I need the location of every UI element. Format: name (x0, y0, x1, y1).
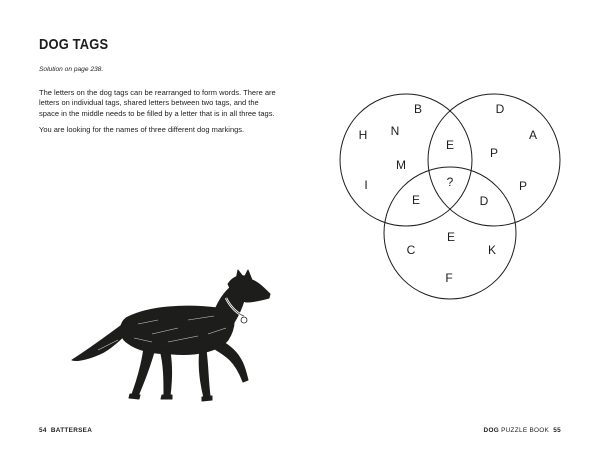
venn-letter-left-bottom: E (411, 193, 421, 208)
page-number-left: 54 (39, 427, 47, 434)
venn-letter-right-bottom: D (479, 194, 489, 209)
venn-letter-left-right: E (445, 138, 455, 153)
venn-letter: I (364, 178, 368, 193)
solution-note: Solution on page 238. (39, 66, 104, 73)
venn-letter: H (358, 128, 368, 143)
venn-letter: D (495, 102, 505, 117)
venn-letter: F (445, 271, 453, 286)
venn-letter: M (396, 158, 406, 173)
book-title-rest: PUZZLE BOOK (501, 427, 550, 434)
venn-letter: P (489, 146, 499, 161)
venn-letter: P (518, 179, 528, 194)
venn-center-mystery: ? (446, 175, 454, 190)
dog-illustration (68, 268, 278, 418)
page-title: DOG TAGS (39, 36, 109, 53)
instructions-paragraph: The letters on the dog tags can be rearranged to form words. There are letters on individual tags, shared letters between two tags, and the space in the middle needs to be filled by a letter that is in all three tags. (39, 88, 276, 118)
instructions-paragraph: You are looking for the names of three different dog markings. (39, 125, 245, 135)
instructions (39, 88, 279, 142)
publisher-name: BATTERSEA (50, 427, 93, 434)
footer-left (39, 427, 92, 434)
page-number-right: 55 (553, 427, 561, 434)
venn-letter: B (413, 102, 423, 117)
venn-letter: K (487, 243, 497, 258)
venn-letter: E (446, 230, 456, 245)
book-title-bold: DOG (483, 427, 499, 434)
venn-letter: N (390, 124, 400, 139)
venn-letter: A (528, 128, 538, 143)
footer-right (484, 427, 561, 434)
venn-diagram (330, 80, 580, 310)
venn-letter: C (406, 243, 416, 258)
venn-circle-left (340, 94, 472, 226)
